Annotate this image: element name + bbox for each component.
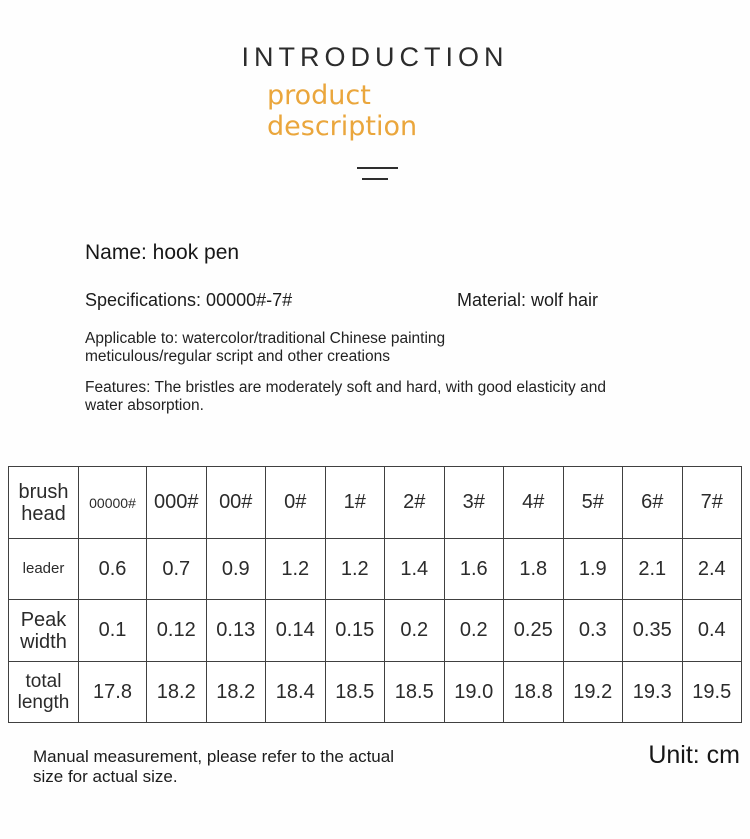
product-material: Material: wolf hair xyxy=(457,290,599,310)
table-cell: 19.2 xyxy=(563,662,623,723)
table-col-header: 7# xyxy=(682,467,742,539)
table-cell: 0.3 xyxy=(563,600,623,662)
table-col-header: 00000# xyxy=(79,467,147,539)
table-cell: 1.6 xyxy=(444,539,504,600)
divider-line-top xyxy=(357,167,398,169)
features-line-1: Features: The bristles are moderately soft and hard, with good elasticity and xyxy=(85,379,606,396)
table-cell: 0.6 xyxy=(79,539,147,600)
table-row xyxy=(9,662,742,723)
page-title: INTRODUCTION xyxy=(241,42,509,72)
subtitle-line-1: product xyxy=(267,80,371,111)
divider-line-bottom xyxy=(362,178,388,180)
table-cell: 2.1 xyxy=(623,539,683,600)
table-cell: 18.8 xyxy=(504,662,564,723)
table-row xyxy=(9,539,742,600)
measurement-note-line-1: Manual measurement, please refer to the actual xyxy=(33,747,394,766)
table-cell: 0.2 xyxy=(385,600,445,662)
table-col-header: 6# xyxy=(623,467,683,539)
table-cell: 19.5 xyxy=(682,662,742,723)
table-col-header: 5# xyxy=(563,467,623,539)
unit-label: Unit: cm xyxy=(648,741,740,769)
table-cell: 19.0 xyxy=(444,662,504,723)
table-col-header: 3# xyxy=(444,467,504,539)
page-subtitle xyxy=(267,80,417,142)
table-cell: 1.4 xyxy=(385,539,445,600)
measurement-note xyxy=(33,747,394,786)
table-col-header: 2# xyxy=(385,467,445,539)
table-cell: 18.5 xyxy=(385,662,445,723)
subtitle-line-2: description xyxy=(267,111,418,142)
table-row xyxy=(9,600,742,662)
table-cell: 0.4 xyxy=(682,600,742,662)
table-col-header: 000# xyxy=(147,467,207,539)
table-cell: 0.9 xyxy=(206,539,266,600)
table-cell: 1.8 xyxy=(504,539,564,600)
product-specifications: Specifications: 00000#-7# xyxy=(85,290,293,310)
table-cell: 1.2 xyxy=(325,539,385,600)
table-cell: 18.2 xyxy=(147,662,207,723)
table-cell: 17.8 xyxy=(79,662,147,723)
table-cell: 18.4 xyxy=(266,662,326,723)
table-cell: 0.14 xyxy=(266,600,326,662)
table-cell: 0.25 xyxy=(504,600,564,662)
table-cell: 18.2 xyxy=(206,662,266,723)
table-cell: 1.2 xyxy=(266,539,326,600)
table-col-header: 00# xyxy=(206,467,266,539)
applicable-line-2: meticulous/regular script and other creations xyxy=(85,347,390,365)
table-corner-cell: brush head xyxy=(9,467,79,539)
table-cell: 1.9 xyxy=(563,539,623,600)
table-header-row xyxy=(9,467,742,539)
table-row-label: Peak width xyxy=(9,600,79,662)
features-line-2: water absorption. xyxy=(85,396,204,414)
spec-table-body xyxy=(9,467,742,723)
applicable-text xyxy=(85,330,445,365)
measurement-note-line-2: size for actual size. xyxy=(33,766,178,786)
table-cell: 0.15 xyxy=(325,600,385,662)
spec-table xyxy=(8,466,742,723)
table-row-label: leader xyxy=(9,539,79,600)
table-cell: 0.12 xyxy=(147,600,207,662)
table-cell: 18.5 xyxy=(325,662,385,723)
table-col-header: 0# xyxy=(266,467,326,539)
table-cell: 0.1 xyxy=(79,600,147,662)
table-cell: 0.13 xyxy=(206,600,266,662)
table-cell: 0.2 xyxy=(444,600,504,662)
table-cell: 2.4 xyxy=(682,539,742,600)
product-name: Name: hook pen xyxy=(85,241,240,264)
table-col-header: 4# xyxy=(504,467,564,539)
table-row-label: total length xyxy=(9,662,79,723)
features-text xyxy=(85,379,606,414)
spec-table-grid xyxy=(8,466,742,723)
table-cell: 0.7 xyxy=(147,539,207,600)
table-col-header: 1# xyxy=(325,467,385,539)
applicable-line-1: Applicable to: watercolor/traditional Chinese painting xyxy=(85,330,446,347)
table-cell: 19.3 xyxy=(623,662,683,723)
table-cell: 0.35 xyxy=(623,600,683,662)
